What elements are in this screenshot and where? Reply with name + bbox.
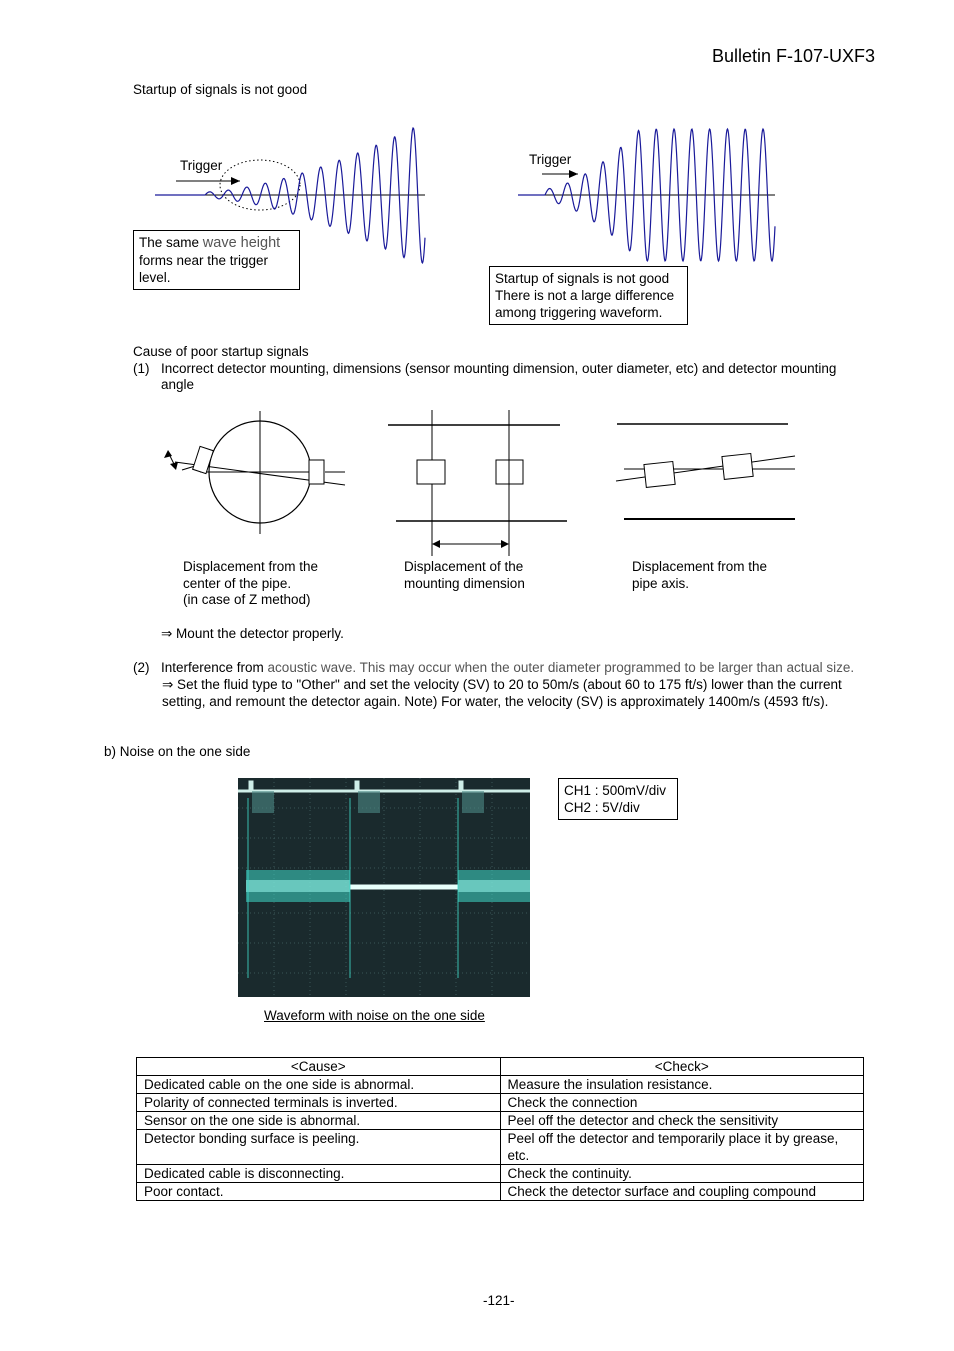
left-callout-line3: level. <box>139 270 171 285</box>
diagram3-caption <box>632 559 767 592</box>
oscilloscope-trace <box>238 778 530 997</box>
item1-number: (1) <box>133 361 150 376</box>
diagram3-line2: pipe axis. <box>632 575 690 591</box>
cause-cell: Poor contact. <box>137 1183 501 1201</box>
pipe-center-diagram <box>164 411 345 534</box>
section-b-heading: b) Noise on the one side <box>104 744 251 759</box>
bulletin-title: Bulletin F-107-UXF3 <box>712 46 876 66</box>
scope-caption: Waveform with noise on the one side <box>264 1008 485 1023</box>
diagram2-line2: mounting dimension <box>404 575 525 591</box>
cause-cell: Dedicated cable is disconnecting. <box>137 1165 501 1183</box>
item2-gray: acoustic wave. This may occur when the outer diameter programmed to be larger than actual size. <box>267 660 855 675</box>
cause-cell: Dedicated cable on the one side is abnormal. <box>137 1076 501 1094</box>
left-callout-line2: forms near the trigger <box>139 253 269 268</box>
diagram2-caption <box>404 559 525 592</box>
item2-intro: Interference from <box>161 660 268 675</box>
check-cell: Measure the insulation resistance. <box>500 1076 863 1094</box>
right-trigger-label: Trigger <box>529 152 572 167</box>
diagram1-line1: Displacement from the <box>183 559 319 574</box>
diagram1-caption <box>183 559 318 609</box>
table-header-row <box>137 1058 864 1076</box>
section-heading: Startup of signals is not good <box>133 82 308 97</box>
pipe-axis-diagram <box>616 424 795 519</box>
table-header-cause: <Cause> <box>137 1058 501 1076</box>
cause-cell: Sensor on the one side is abnormal. <box>137 1112 501 1130</box>
mounting-dimension-diagram <box>388 410 567 556</box>
right-callout-line3: among triggering waveform. <box>495 305 663 320</box>
check-cell: Check the connection <box>500 1094 863 1112</box>
item2-line2: ⇒ Set the fluid type to "Other" and set the velocity (SV) to 20 to 50m/s (about 60 to 175 ft/s) lower than the current <box>162 677 842 692</box>
scope-ch1: CH1 : 500mV/div <box>564 783 667 798</box>
oscilloscope-photo <box>238 778 530 997</box>
scope-settings-box <box>558 778 678 820</box>
table-row <box>137 1094 864 1112</box>
item2-line1 <box>161 660 854 675</box>
table-row <box>137 1112 864 1130</box>
diagram3-line1: Displacement from the <box>632 559 768 574</box>
table-row <box>137 1130 864 1165</box>
item1-line1: Incorrect detector mounting, dimensions (sensor mounting dimension, outer diameter, etc) and detector mounting <box>161 361 837 376</box>
cause-cell: Detector bonding surface is peeling. <box>137 1130 501 1165</box>
item1-line2: angle <box>161 377 195 392</box>
cause-check-table <box>136 1057 864 1201</box>
check-cell: Check the continuity. <box>500 1165 863 1183</box>
left-callout-emph: wave height <box>202 235 281 251</box>
right-callout-line1: Startup of signals is not good <box>495 271 670 286</box>
cause-cell: Polarity of connected terminals is inverted. <box>137 1094 501 1112</box>
check-cell: Check the detector surface and coupling compound <box>500 1183 863 1201</box>
cause-heading: Cause of poor startup signals <box>133 344 309 359</box>
table-row <box>137 1183 864 1201</box>
check-cell: Peel off the detector and temporarily place it by grease, etc. <box>500 1130 863 1165</box>
left-callout-prefix: The same <box>139 235 203 250</box>
item2-number: (2) <box>133 660 150 675</box>
mount-note: ⇒ Mount the detector properly. <box>161 626 344 641</box>
table-row <box>137 1165 864 1183</box>
diagram2-line1: Displacement of the <box>404 559 524 574</box>
page-number: -121- <box>483 1293 515 1308</box>
check-cell: Peel off the detector and check the sensitivity <box>500 1112 863 1130</box>
item2-line3: setting, and remount the detector again. Note) For water, the velocity (SV) is approximately 1400m/s (4593 ft/s). <box>162 694 829 709</box>
diagram1-line2: center of the pipe. <box>183 575 292 591</box>
scope-ch2: CH2 : 5V/div <box>564 800 640 815</box>
table-row <box>137 1076 864 1094</box>
table-header-check: <Check> <box>500 1058 863 1076</box>
right-callout-line2: There is not a large difference <box>495 288 675 303</box>
diagram1-line3: (in case of Z method) <box>183 592 311 607</box>
left-trigger-label: Trigger <box>180 158 223 173</box>
